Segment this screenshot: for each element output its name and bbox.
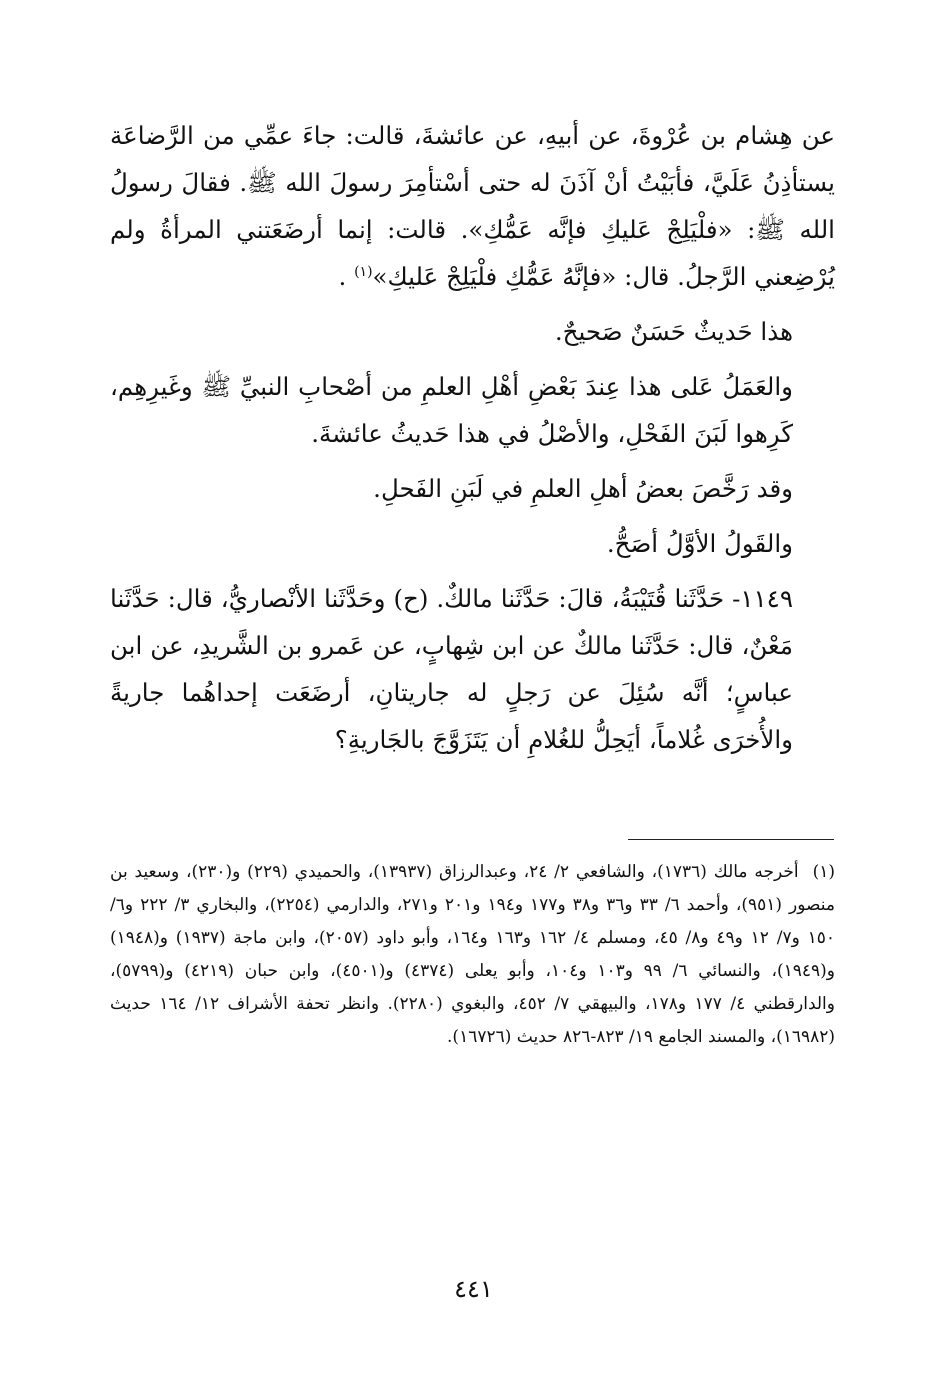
footnote-item: [110, 856, 835, 1054]
main-text: [110, 112, 835, 763]
hadith-text-end: .: [338, 262, 355, 291]
hadith-text: عن هِشام بن عُرْوةَ، عن أبيهِ، عن عائشةَ، قالت: جاءَ عمِّي من الرَّضاعَة يستأذِنُ عَلَيَّ، فأبَيْتُ أنْ آذَنَ له حتى أسْتأمِرَ رسولَ الله ﷺ. فقالَ رسولُ الله ﷺ: «فلْيَلِجْ عَليكِ فإنَّه عَمُّكِ». قالت: إنما أرضَعَتني المرأةُ ولم يُرْضِعني الرَّجلُ. قال: «فإنَّهُ عَمُّكِ فلْيَلِجْ عَليكِ»: [110, 121, 835, 291]
grading-statement: هذا حَديثٌ حَسَنٌ صَحيحٌ.: [554, 317, 793, 346]
scholars-practice-paragraph: والعَمَلُ عَلى هذا عِندَ بَعْضِ أهْلِ العلمِ من أصْحابِ النبيِّ ﷺ وغَيرِهِم، كَرِهوا لَبَنَ الفَحْلِ، والأصْلُ في هذا حَديثُ عائشةَ.: [110, 372, 793, 448]
preferred-opinion-statement: والقَولُ الأوَّلُ أصَحُّ.: [606, 529, 793, 558]
permission-statement: وقد رَخَّصَ بعضُ أهلِ العلمِ في لَبَنِ الفَحلِ.: [373, 474, 793, 503]
footnote-reference: (١): [354, 263, 373, 280]
footnotes-section: [110, 856, 835, 1054]
hadith-1149-paragraph: ١١٤٩- حَدَّثَنا قُتَيْبَةُ، قالَ: حَدَّثَنا مالكٌ. (ح) وحَدَّثَنا الأنْصاريُّ، قال: حَدَّثَنا مَعْنٌ، قال: حَدَّثَنا مالكٌ عن ابن شِهابٍ، عن عَمرو بن الشَّريدِ، عن ابن عباسٍ؛ أنَّه سُئِلَ عن رَجلٍ له جاريتانِ، أرضَعَت إحداهُما جاريةً والأُخرَى غُلاماً، أيَحِلُّ للغُلامِ أن يَتَزَوَّجَ بالجَاريةِ؟: [110, 584, 793, 754]
page-number: ٤٤١: [454, 1275, 493, 1303]
footnote-text: أخرجه مالك (١٧٣٦)، والشافعي ٢/ ٢٤، وعبدالرزاق (١٣٩٣٧)، والحميدي (٢٢٩) و(٢٣٠)، وسعيد بن منصور (٩٥١)، وأحمد ٦/ ٣٣ و٣٦ و٣٨ و١٧٧ و١٩٤ و٢٠١ و٢٧١، والدارمي (٢٢٥٤)، والبخاري ٣/ ٢٢٢ و٦/ ١٥٠ و٧/ ١٢ و٤٩ و٨/ ٤٥، ومسلم ٤/ ١٦٢ و١٦٣ و١٦٤، وأبو داود (٢٠٥٧)، وابن ماجة (١٩٣٧) و(١٩٤٨) و(١٩٤٩)، والنسائي ٦/ ٩٩ و١٠٣ و١٠٤، وأبو يعلى (٤٣٧٤) و(٤٥٠١)، وابن حبان (٤٢١٩) و(٥٧٩٩)، والدارقطني ٤/ ١٧٧ و١٧٨، والبيهقي ٧/ ٤٥٢، والبغوي (٢٢٨٠). وانظر تحفة الأشراف ١٢/ ١٦٤ حديث (١٦٩٨٢)، والمسند الجامع ١٩/ ٨٢٣-٨٢٦ حديث (١٦٧٢٦).: [110, 862, 835, 1047]
footnote-marker: (١): [812, 862, 835, 882]
hadith-text-paragraph: [110, 112, 835, 300]
footnote-separator: [628, 839, 834, 840]
